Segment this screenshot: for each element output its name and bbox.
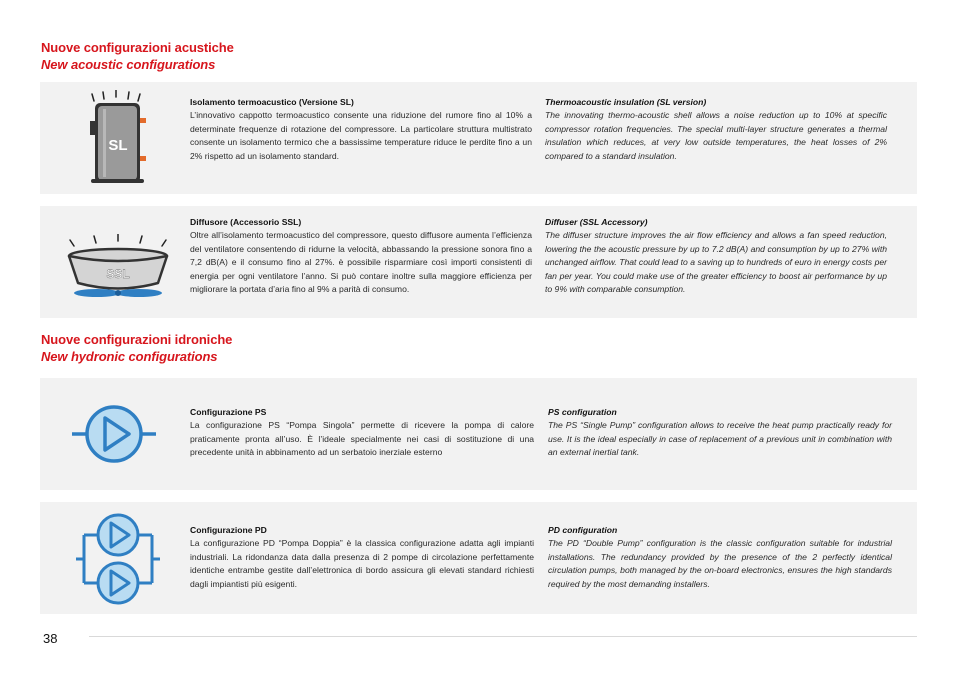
ps-body-en: The PS “Single Pump” configuration allows to receive the heat pump practically ready for use. It is the ideal especially in case of replacement of a previous unit in combination with an external inertial tank.: [548, 420, 892, 458]
single-pump-icon: [72, 398, 156, 470]
sl-icon-label: SL: [108, 137, 128, 154]
ssl-body-en: The diffuser structure improves the air flow efficiency and allows a fan speed reduction, lowering the the acoustic pressure by up to 7.2 dB(A) and consumption by up to 27% with unchanged airflow. That could lead to a saving up to hundreds of euro in energy costs per fan per year. You could make use of the greater efficiency to boost air performance by up to 9% with comparable consumption.: [545, 230, 887, 295]
footer-divider: [89, 636, 917, 637]
ps-body-it: La configurazione PS “Pompa Singola” permette di ricevere la pompa di calore praticamente pronta all’uso. È l’ideale specialmente nei casi di sostituzione di una precedente unità in abbinamento ad un serbatoio inerziale esterno: [190, 420, 534, 458]
sl-text-it: [190, 96, 532, 163]
panel-ssl: [40, 206, 917, 318]
ssl-icon-label: SSL: [106, 267, 130, 281]
sl-title-en: Thermoacoustic insulation (SL version): [545, 97, 707, 107]
sl-title-it: Isolamento termoacustico (Versione SL): [190, 97, 354, 107]
ssl-text-it: [190, 216, 532, 296]
ssl-text-en: [545, 216, 887, 296]
pd-body-en: The PD “Double Pump” configuration is the classic configuration suitable for industrial installations. The redundancy provided by the presence of the 2 perfectly identical circulation pumps, both managed by the on-board electronics, ensures the high standards required by the most demanding installers.: [548, 538, 892, 589]
section-title-acoustic: [41, 39, 234, 73]
section-title-hydronic: [41, 331, 232, 365]
ps-title-en: PS configuration: [548, 407, 617, 417]
diffuser-ssl-icon: [66, 234, 172, 304]
panel-pd: [40, 502, 917, 614]
ssl-body-it: Oltre all’isolamento termoacustico del compressore, questo diffusore aumenta l’efficienza del ventilatore consentendo di ridurne la velocità, abbassando la pressione sonora fino a 7,2 dB(A) e il consumo fino al 27%. è possibile risparmiare così importi consistenti di energia per ogni ventilatore l’anno. Si può contare inoltre sulla maggiore efficienza per migliorare la portata d’aria fino al 9% a parità di consumo.: [190, 230, 532, 295]
pd-text-en: [548, 524, 892, 591]
ps-text-it: [190, 406, 534, 460]
section-title-it: Nuove configurazioni idroniche: [41, 332, 233, 347]
panel-sl: [40, 82, 917, 194]
sl-text-en: [545, 96, 887, 163]
pd-body-it: La configurazione PD “Pompa Doppia” è la classica configurazione adatta agli impianti industriali. La ridondanza data dalla presenza di 2 pompe di circolazione perfettamente identiche entrambe gestite dall’elettronica di bordo assicura gli elevati standard richiesti dagli impiantisti più esigenti.: [190, 538, 534, 589]
section-title-en: New hydronic configurations: [41, 349, 218, 364]
double-pump-icon: [76, 508, 160, 610]
pd-title-it: Configurazione PD: [190, 525, 267, 535]
ps-title-it: Configurazione PS: [190, 407, 267, 417]
panel-ps: [40, 378, 917, 490]
pd-title-en: PD configuration: [548, 525, 618, 535]
page-number: 38: [43, 631, 58, 646]
ssl-title-en: Diffuser (SSL Accessory): [545, 217, 648, 227]
pd-text-it: [190, 524, 534, 591]
ssl-title-it: Diffusore (Accessorio SSL): [190, 217, 302, 227]
section-title-it: Nuove configurazioni acustiche: [41, 40, 234, 55]
sl-body-it: L’innovativo cappotto termoacustico consente una riduzione del rumore fino al 10% a determinate frequenze di rotazione del compressore. La particolare struttura multistrato consente un isolamento termico che a bassissime temperature riduce le perdite fino a un 2% rispetto ad un isolamento standard.: [190, 110, 532, 161]
sl-body-en: The innovating thermo-acoustic shell allows a noise reduction up to 10% at specific compressor rotation frequencies. The special multi-layer structure generates a thermal insulation which reduces, at very low outside temperatures, the heat losses of 2% compared to a standard insulation.: [545, 110, 887, 161]
section-title-en: New acoustic configurations: [41, 57, 216, 72]
compressor-sl-icon: [86, 90, 156, 186]
ps-text-en: [548, 406, 892, 460]
